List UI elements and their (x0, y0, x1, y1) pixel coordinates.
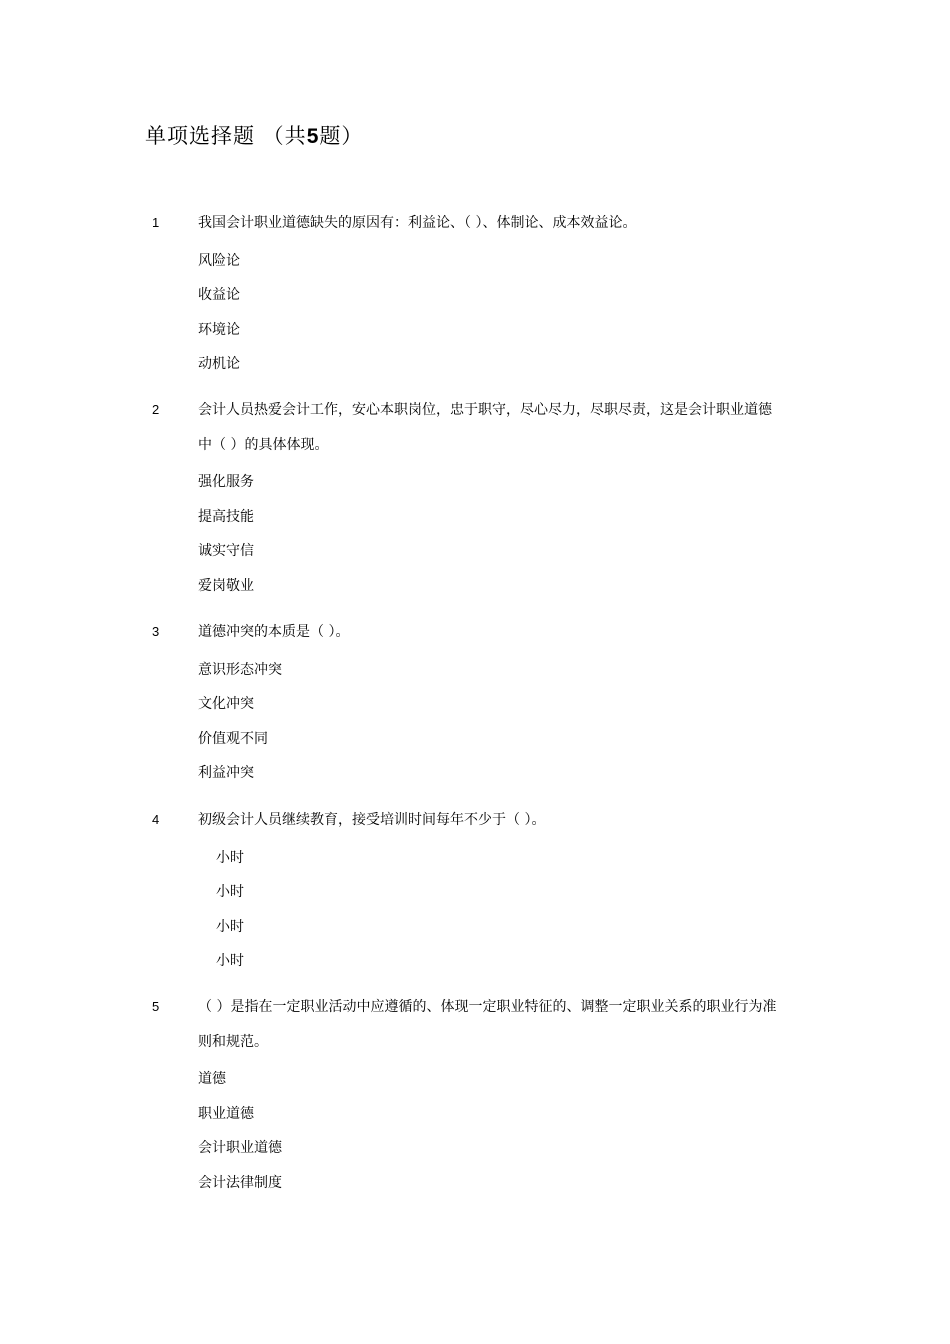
question-number: 2 (152, 402, 160, 417)
option-c: 价值观不同 (198, 731, 268, 747)
question-count: 5 (306, 125, 320, 148)
option-a: 小时 (216, 850, 244, 866)
question-number: 1 (152, 215, 160, 230)
option-b: 提高技能 (198, 509, 254, 525)
option-a: 意识形态冲突 (198, 662, 282, 678)
option-d: 小时 (216, 953, 244, 969)
option-b: 收益论 (198, 287, 240, 303)
option-d: 会计法律制度 (198, 1175, 282, 1191)
option-b: 文化冲突 (198, 696, 254, 712)
option-a: 强化服务 (198, 474, 254, 490)
section-title (145, 120, 363, 150)
option-c: 诚实守信 (198, 543, 254, 559)
question-stem: （ ）是指在一定职业活动中应遵循的、体现一定职业特征的、调整一定职业关系的职业行为准则和规范。 (198, 999, 777, 1050)
option-a: 风险论 (198, 253, 240, 269)
question-stem: 我国会计职业道德缺失的原因有：利益论、（ ）、体制论、成本效益论。 (198, 215, 637, 231)
option-d: 爱岗敬业 (198, 578, 254, 594)
option-b: 职业道德 (198, 1106, 254, 1122)
question-number: 3 (152, 624, 160, 639)
option-c: 会计职业道德 (198, 1140, 282, 1156)
option-a: 道德 (198, 1071, 226, 1087)
option-d: 利益冲突 (198, 765, 254, 781)
question-number: 5 (152, 999, 160, 1014)
section-title-suffix: 题） (319, 124, 364, 148)
option-d: 动机论 (198, 356, 240, 372)
option-c: 小时 (216, 919, 244, 935)
question-number: 4 (152, 812, 160, 827)
option-c: 环境论 (198, 322, 240, 338)
question-stem: 会计人员热爱会计工作，安心本职岗位，忠于职守，尽心尽力，尽职尽责，这是会计职业道德中（ ）的具体体现。 (198, 402, 772, 453)
question-stem: 初级会计人员继续教育，接受培训时间每年不少于（ ）。 (198, 812, 546, 828)
section-title-prefix: 单项选择题 （共 (145, 124, 307, 148)
option-b: 小时 (216, 884, 244, 900)
question-stem: 道德冲突的本质是（ ）。 (198, 624, 350, 640)
